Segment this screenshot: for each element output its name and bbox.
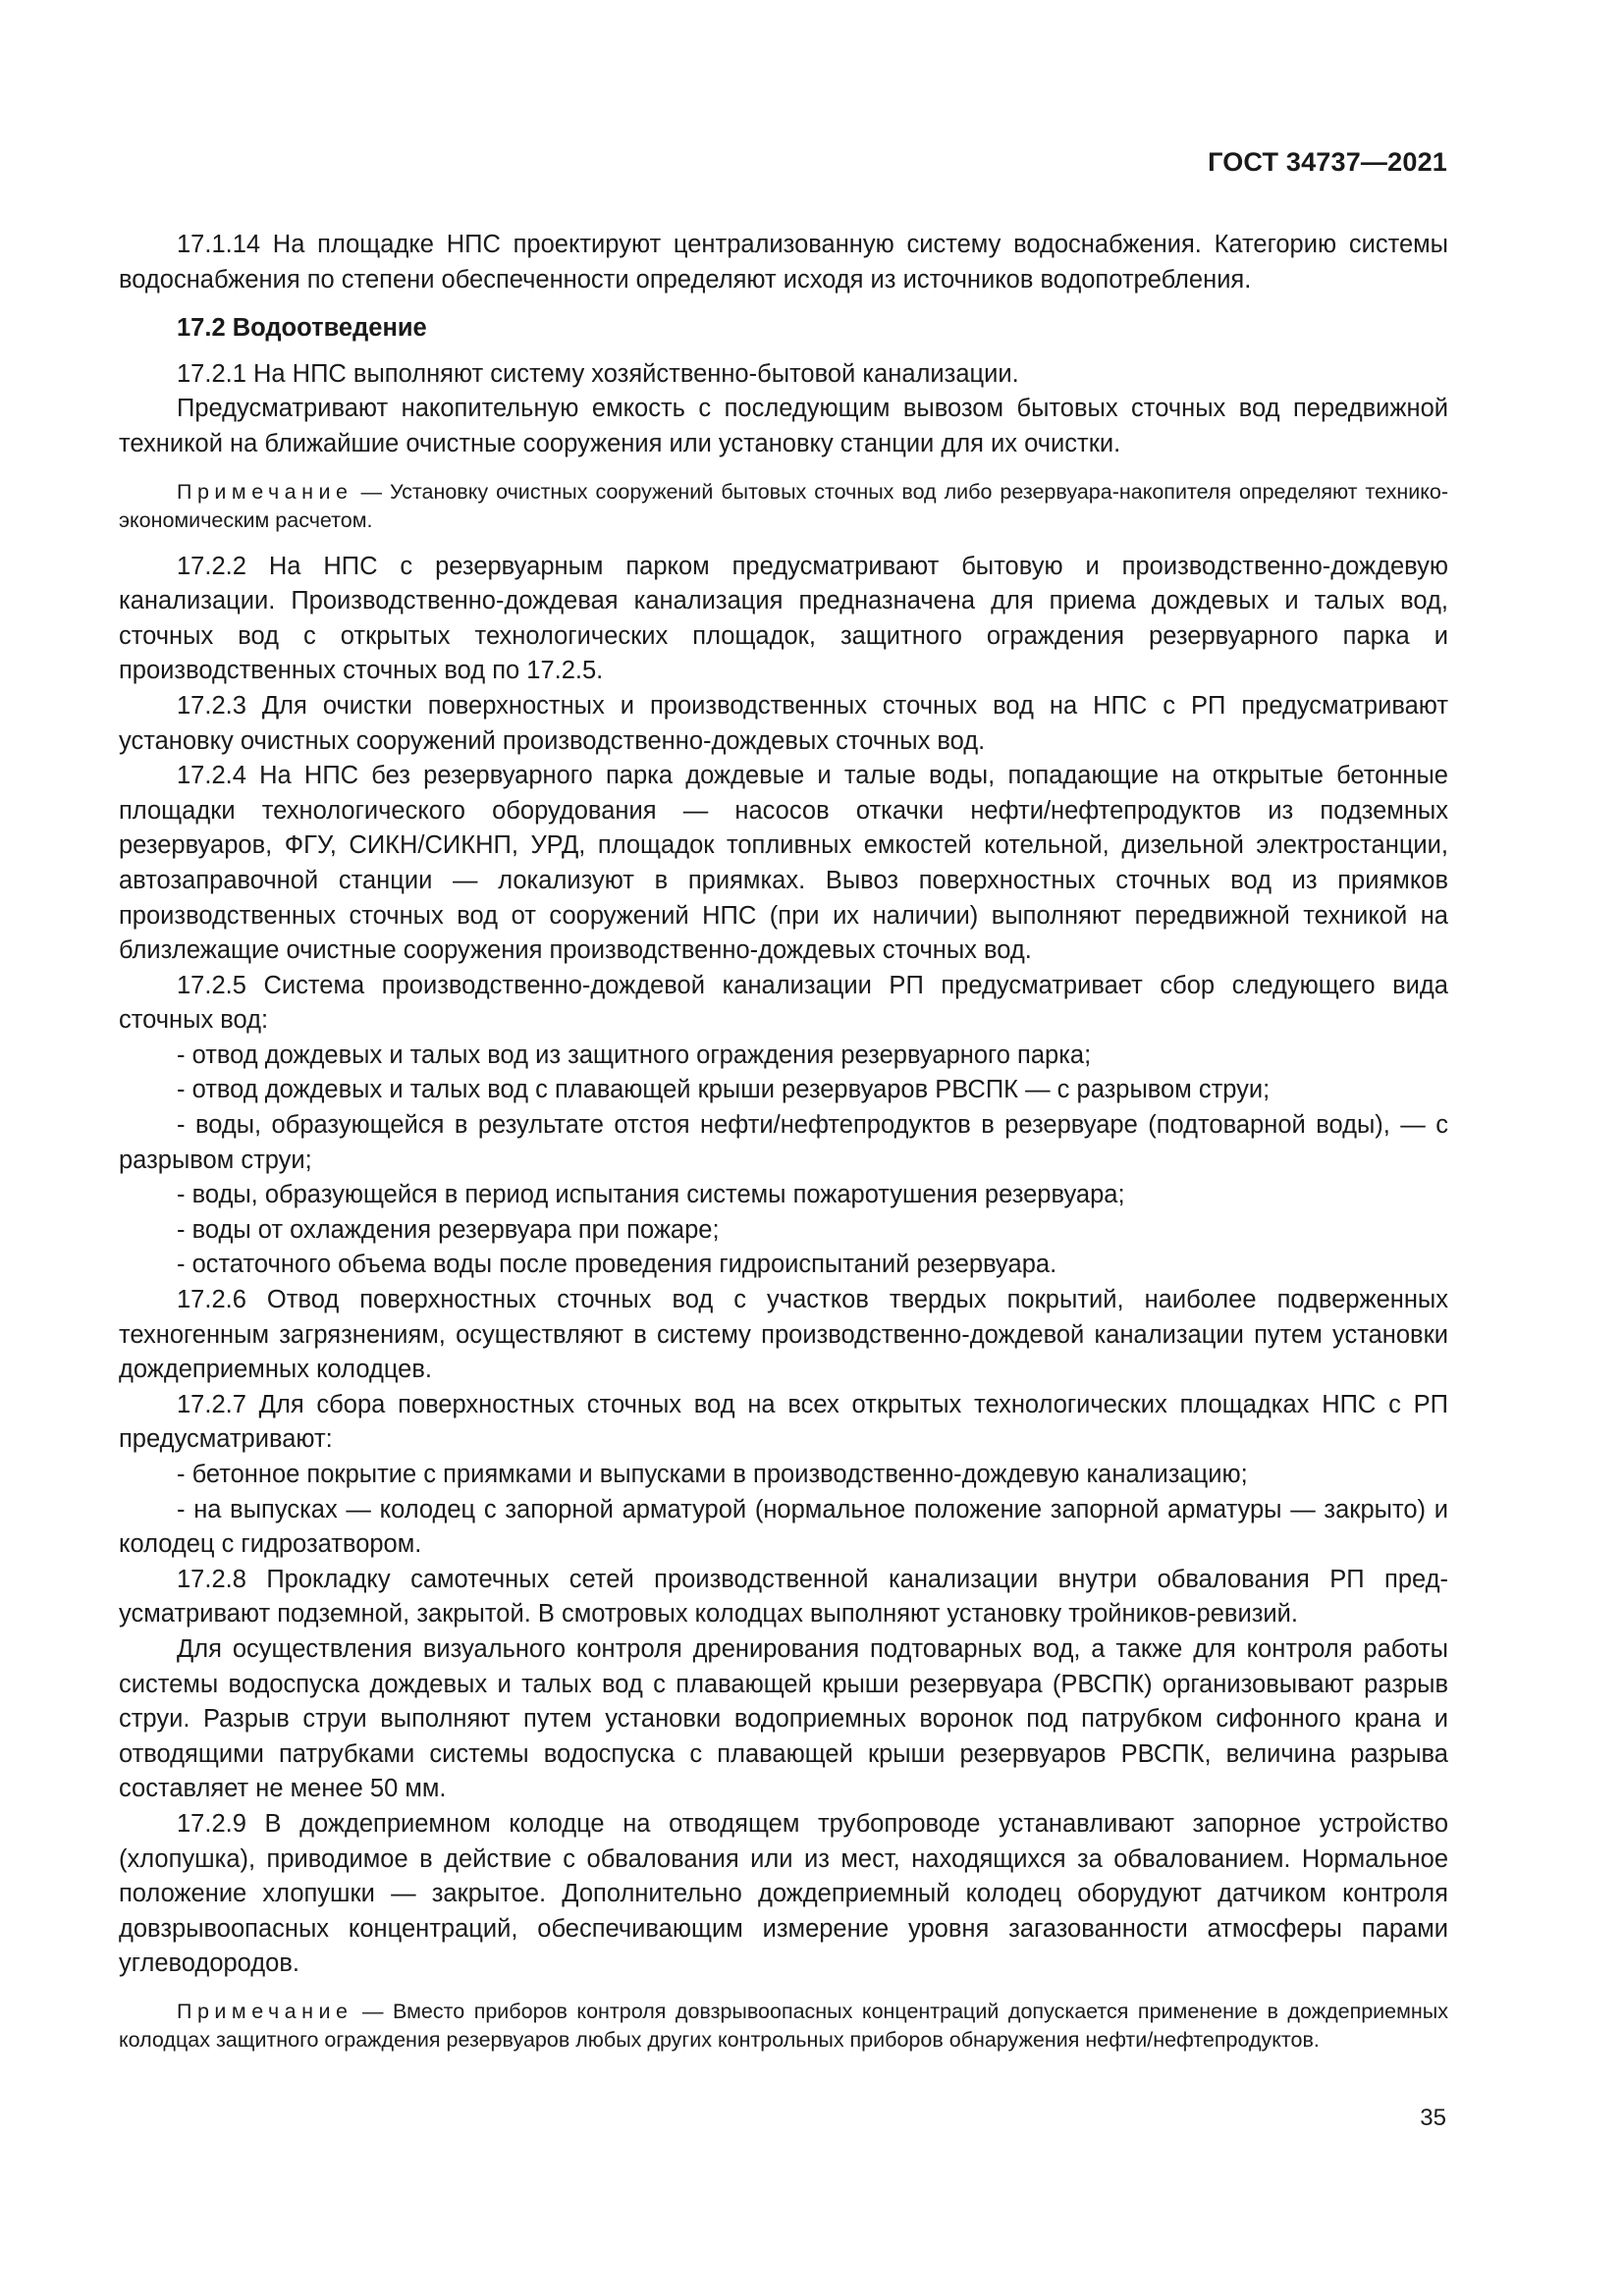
paragraph-17-2-6: 17.2.6 Отвод поверхностных сточных вод с участков твердых покрытий, наиболее подверженных техногенным загрязнениям, осуществляют в систему производственно-дождевой канализации путем установки дождеприемных колодцев.: [119, 1286, 1448, 1384]
paragraph-17-2-1-continuation: Предусматривают накопительную емкость с последующим вывозом бытовых сточных вод передвижной техникой на ближайшие очистные сооружения или установку станции для их очистки.: [119, 395, 1448, 457]
note-2-label: Примечание: [177, 1999, 353, 2023]
note-2-text: — Вместо приборов контроля довзрывоопасных концентраций допускается применение в дождеприемных колодцах защитного ограждения резервуаров любых других контрольных приборов обнаружения нефти/нефтепродуктов.: [119, 1999, 1448, 2053]
paragraph-17-2-4: 17.2.4 На НПС без резервуарного парка дождевые и талые воды, попадающие на открытые бетонные площадки технологического оборудования — насосов откачки нефти/нефтепродуктов из подземных резервуаров, ФГУ, СИКН/СИКНП, УРД, площадок топливных емкостей котельной, дизельной электростанции, автозаправочной станции — локализуют в приямках. Вывоз поверхностных сточных вод из приямков производственных сточных вод от сооружений НПС (при их наличии) выполняют передвижной техникой на близлежащие очистные сооружения производственно-дождевых сточных вод.: [119, 762, 1448, 965]
paragraph-17-2-2: 17.2.2 На НПС с резервуарным парком предусматривают бытовую и производственно-дождевую канализации. Производственно-дождевая канализация предназначена для приема дождевых и талых вод, сточных вод с открытых технологических площадок, защитного ограждения резервуарного парка и производственных сточных вод по 17.2.5.: [119, 552, 1448, 685]
note-1: [119, 478, 1448, 536]
list-item-17-2-7-b: - на выпусках — колодец с запорной арматурой (нормальное положение запорной арматуры — закрыто) и колодец с гидрозатвором.: [119, 1495, 1448, 1559]
paragraph-17-2-1: 17.2.1 На НПС выполняют систему хозяйственно-бытовой канализации.: [177, 359, 1019, 388]
paragraph-17-2-9: 17.2.9 В дождеприемном колодце на отводящем трубопроводе устанавливают запорное устройство (хлопушка), приводимое в действие с обвалования или из мест, находящихся за обвалованием. Нормальное положение хлопушки — закрытое. Дополнительно дождеприемный колодец оборудуют датчиком контроля довзрывоопасных концентраций, обеспечивающим измерение уровня загазованности атмосферы парами углеводородов.: [119, 1809, 1448, 1978]
paragraph-17-2-7: 17.2.7 Для сбора поверхностных сточных вод на всех открытых технологических площадках НПС с РП предусматривают:: [119, 1390, 1448, 1454]
list-item-17-2-5-b: - отвод дождевых и талых вод с плавающей крыши резервуаров РВСПК — с разрывом струи;: [177, 1076, 1271, 1104]
note-2: [119, 1998, 1448, 2056]
paragraph-17-2-5: 17.2.5 Система производственно-дождевой канализации РП предусматривает сбор следующего вида сточных вод:: [119, 971, 1448, 1035]
note-1-label: Примечание: [177, 479, 353, 504]
note-1-text: — Установку очистных сооружений бытовых сточных вод либо резервуара-накопителя определяют технико-экономическим расчетом.: [119, 479, 1448, 533]
document-header: ГОСТ 34737—2021: [1208, 147, 1447, 177]
document-body: [119, 228, 1448, 2069]
list-item-17-2-7-a: - бетонное покрытие с приямками и выпусками в производственно-дождевую канализацию;: [177, 1461, 1248, 1488]
paragraph-17-1-14: 17.1.14 На площадке НПС проектируют централизованную систему водоснабжения. Категорию системы водоснабжения по степени обеспеченности определяют исходя из источников водопотребления.: [119, 231, 1448, 294]
paragraph-17-2-8-continuation: Для осуществления визуального контроля дренирования подтоварных вод, а также для контроля работы системы водоспуска дождевых и талых вод с плавающей крыши резервуара (РВСПК) организовывают разрыв струи. Разрыв струи выполняют путем установки водоприемных воронок под патрубком сифонного крана и отводящими патрубками системы водоспуска с плавающей крыши резервуаров РВСПК, величина разрыва составляет не менее 50 мм.: [119, 1634, 1448, 1803]
list-item-17-2-5-d: - воды, образующейся в период испытания системы пожаротушения резервуара;: [177, 1181, 1125, 1209]
list-item-17-2-5-a: - отвод дождевых и талых вод из защитного ограждения резервуарного парка;: [177, 1041, 1092, 1069]
section-heading-17-2: 17.2 Водоотведение: [177, 314, 427, 343]
paragraph-17-2-3: 17.2.3 Для очистки поверхностных и производственных сточных вод на НПС с РП предусматривают установку очистных сооружений производственно-дождевых сточных вод.: [119, 691, 1448, 755]
list-item-17-2-5-f: - остаточного объема воды после проведения гидроиспытаний резервуара.: [177, 1251, 1057, 1279]
list-item-17-2-5-c: - воды, образующейся в результате отстоя нефти/нефтепродуктов в резервуаре (подтоварной воды), — с разрывом струи;: [119, 1111, 1448, 1174]
page-number: 35: [1420, 2105, 1446, 2131]
paragraph-17-2-8: 17.2.8 Прокладку самотечных сетей производственной канализации внутри обвалования РП предусматривают подземной, закрытой. В смотровых колодцах выполняют установку тройников-ревизий.: [119, 1565, 1448, 1629]
list-item-17-2-5-e: - воды от охлаждения резервуара при пожаре;: [177, 1215, 720, 1244]
